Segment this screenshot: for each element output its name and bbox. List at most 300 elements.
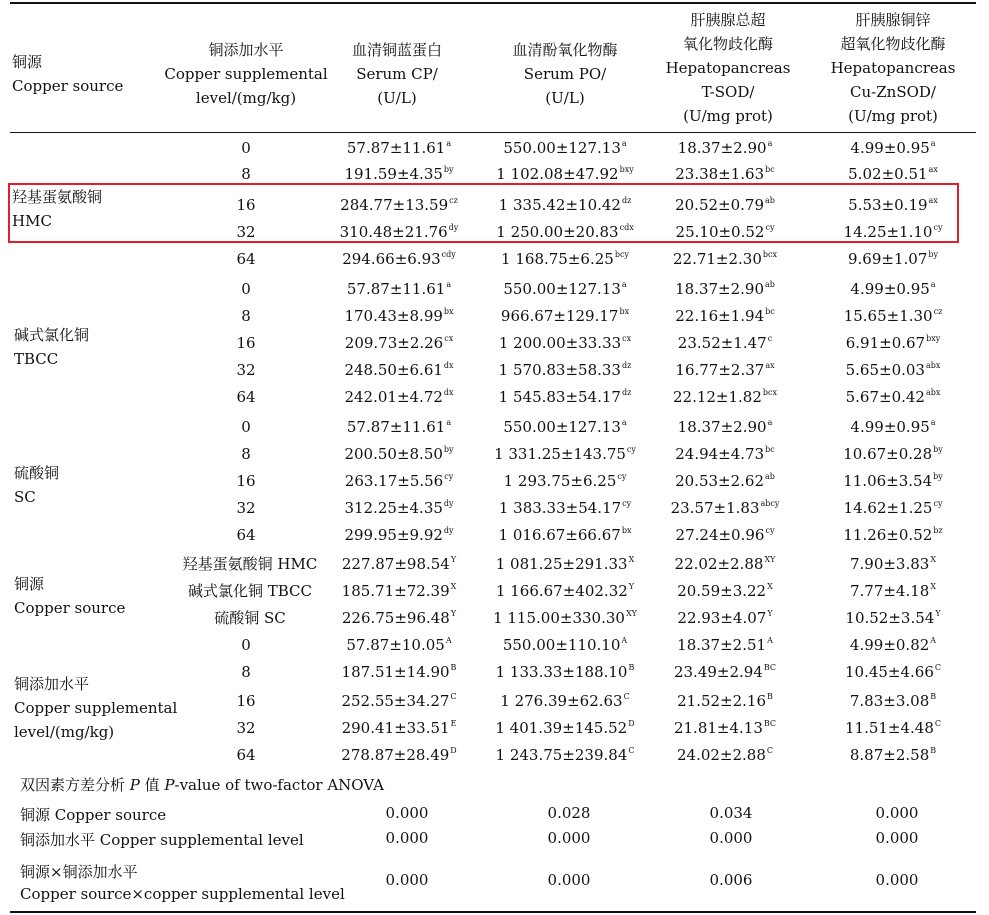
cell-serum-cp	[345, 472, 453, 490]
cell-superscript: cy	[933, 499, 943, 508]
anova-p-cz: 0.000	[875, 871, 919, 889]
cell-serum-cp	[344, 526, 453, 544]
cell-superscript: a	[621, 280, 627, 289]
cell-superscript: ax	[765, 361, 775, 370]
cell-superscript: bz	[933, 526, 943, 535]
cell-superscript: X	[930, 555, 937, 564]
cell-serum-po	[499, 526, 632, 544]
cell-value: 64	[236, 746, 256, 764]
cell-tsod	[678, 334, 772, 352]
cell-value: 0	[241, 636, 251, 654]
cell-serum-cp	[347, 280, 451, 298]
cell-value: 0	[241, 139, 251, 157]
cell-value: 550.00±127.13	[503, 418, 621, 436]
cell-superscript: ax	[928, 196, 938, 205]
cell-cuznsod	[846, 361, 941, 379]
cell-tsod	[675, 165, 775, 183]
cell-superscript: A	[445, 636, 452, 645]
cell-serum-cp	[342, 609, 456, 627]
cell-superscript: B	[930, 746, 937, 755]
cell-cuznsod	[844, 307, 943, 325]
cell-cuznsod	[848, 250, 938, 268]
cell-level	[241, 418, 251, 436]
cell-superscript: by	[443, 165, 454, 174]
cell-value: 7.90±3.83	[849, 555, 930, 573]
cell-superscript: by	[933, 445, 943, 454]
top-rule	[10, 2, 976, 4]
cell-superscript: cy	[765, 223, 775, 232]
cell-cuznsod	[850, 139, 935, 157]
cell-cuznsod	[848, 165, 938, 183]
cell-value: 4.99±0.82	[849, 636, 930, 654]
cell-superscript: XY	[764, 555, 776, 564]
cell-cuznsod	[846, 388, 941, 406]
cell-serum-cp	[344, 388, 453, 406]
anova-p-po: 0.028	[547, 804, 591, 822]
cell-value: 1 570.83±58.33	[498, 361, 621, 379]
cell-value: 1 331.25±143.75	[494, 445, 626, 463]
cell-value: 10.67±0.28	[843, 445, 933, 463]
cell-value: 191.59±4.35	[344, 165, 443, 183]
cell-serum-cp	[341, 746, 456, 764]
cell-superscript: C	[934, 719, 942, 728]
cell-serum-cp	[342, 719, 457, 737]
cell-cuznsod	[850, 746, 936, 764]
cell-superscript: cy	[622, 499, 632, 508]
cell-superscript: E	[450, 719, 457, 728]
cell-level	[241, 445, 251, 463]
cell-superscript: cz	[449, 196, 458, 205]
cell-serum-cp	[344, 445, 453, 463]
cell-value: 966.67±129.17	[500, 307, 619, 325]
cell-tsod	[675, 555, 776, 573]
cell-superscript: X	[930, 582, 937, 591]
cell-value: 0	[241, 418, 251, 436]
cell-cuznsod	[850, 280, 935, 298]
cell-serum-cp	[344, 361, 453, 379]
cell-value: 8	[241, 445, 251, 463]
cell-value: 20.59±3.22	[677, 582, 767, 600]
cell-superscript: a	[767, 139, 773, 148]
cell-serum-po	[503, 280, 626, 298]
cell-superscript: a	[930, 418, 936, 427]
cell-superscript: bc	[765, 445, 775, 454]
cell-superscript: a	[621, 139, 627, 148]
cell-value: 22.02±2.88	[674, 555, 764, 573]
cell-serum-cp	[344, 499, 453, 517]
cell-cuznsod	[850, 692, 936, 710]
cell-value: 4.99±0.95	[850, 139, 930, 157]
cell-level	[241, 139, 251, 157]
cell-tsod	[675, 361, 774, 379]
cell-superscript: cy	[444, 472, 454, 481]
cell-superscript: ax	[928, 165, 938, 174]
cell-superscript: X	[767, 582, 773, 591]
cell-superscript: A	[930, 636, 937, 645]
cell-superscript: dy	[443, 499, 454, 508]
cell-level	[236, 361, 255, 379]
cell-tsod	[675, 307, 775, 325]
cell-superscript: cy	[617, 472, 627, 481]
cell-cuznsod	[843, 526, 942, 544]
cell-value: 23.52±1.47	[677, 334, 767, 352]
cell-value: 7.77±4.18	[849, 582, 930, 600]
cell-value: 5.53±0.19	[848, 196, 928, 214]
cell-tsod	[674, 663, 776, 681]
cell-value: 32	[236, 361, 256, 379]
cell-value: 290.41±33.51	[341, 719, 450, 737]
cell-value: 248.50±6.61	[344, 361, 443, 379]
cell-cuznsod	[843, 472, 943, 490]
cell-superscript: C	[934, 663, 942, 672]
cell-value: 15.65±1.30	[843, 307, 933, 325]
cell-tsod	[675, 445, 775, 463]
cell-value: 57.87±11.61	[346, 418, 446, 436]
cell-level	[236, 250, 255, 268]
cell-value: 294.66±6.93	[342, 250, 441, 268]
anova-p-tsod: 0.006	[709, 871, 753, 889]
cell-superscript: cdy	[441, 250, 456, 259]
cell-value: 11.51±4.48	[844, 719, 934, 737]
cell-value: 550.00±127.13	[503, 280, 621, 298]
cell-value: 硫酸铜 SC	[214, 609, 286, 627]
cell-serum-cp	[342, 555, 456, 573]
cell-level	[236, 719, 255, 737]
header-tsod: 肝胰腺总超 氧化物歧化酶 Hepatopancreas T-SOD/ (U/mg prot)	[665, 11, 791, 125]
cell-tsod	[677, 746, 773, 764]
group-label-tbcc: 碱式氯化铜 TBCC	[14, 326, 90, 368]
cell-superscript: Y	[628, 582, 635, 591]
cell-value: 64	[236, 250, 256, 268]
cell-serum-po	[501, 250, 629, 268]
cell-superscript: bx	[443, 307, 454, 316]
cell-value: 27.24±0.96	[675, 526, 765, 544]
cell-tsod	[678, 418, 773, 436]
cell-value: 20.52±0.79	[675, 196, 765, 214]
cell-superscript: C	[450, 692, 457, 701]
cell-superscript: B	[628, 663, 635, 672]
cell-value: 310.48±21.76	[339, 223, 448, 241]
cell-serum-po	[495, 719, 634, 737]
cell-cuznsod	[845, 609, 940, 627]
cell-superscript: ab	[765, 472, 775, 481]
cell-value: 550.00±127.13	[503, 139, 621, 157]
cell-value: 8	[241, 663, 251, 681]
cell-value: 226.75±96.48	[341, 609, 450, 627]
cell-level	[236, 499, 255, 517]
cell-value: 209.73±2.26	[344, 334, 444, 352]
cell-value: 312.25±4.35	[344, 499, 443, 517]
cell-level	[241, 307, 251, 325]
cell-serum-cp	[344, 165, 453, 183]
cell-superscript: by	[933, 472, 943, 481]
cell-value: 10.52±3.54	[845, 609, 935, 627]
cell-value: 1 081.25±291.33	[495, 555, 628, 573]
cell-superscript: D	[450, 746, 457, 755]
cell-serum-cp	[342, 250, 456, 268]
cell-value: 11.06±3.54	[843, 472, 933, 490]
cell-superscript: Y	[450, 555, 457, 564]
cell-level	[236, 334, 255, 352]
cell-value: 64	[236, 388, 256, 406]
cell-value: 21.52±2.16	[677, 692, 767, 710]
cell-superscript: cy	[933, 223, 943, 232]
cell-superscript: X	[628, 555, 635, 564]
cell-value: 1 545.83±54.17	[498, 388, 621, 406]
cell-serum-po	[499, 388, 632, 406]
cell-level	[236, 526, 255, 544]
cell-value: 22.93±4.07	[677, 609, 767, 627]
cell-superscript: B	[930, 692, 937, 701]
cell-superscript: dz	[621, 361, 632, 370]
cell-value: 7.83±3.08	[849, 692, 930, 710]
cell-value: 22.71±2.30	[672, 250, 762, 268]
cell-superscript: BC	[763, 719, 777, 728]
cell-superscript: Y	[767, 609, 773, 618]
cell-serum-cp	[342, 582, 457, 600]
cell-value: 1 250.00±20.83	[496, 223, 619, 241]
cell-value: 1 276.39±62.63	[500, 692, 623, 710]
cell-superscript: Y	[450, 609, 457, 618]
anova-label: 铜添加水平 Copper supplemental level	[20, 831, 304, 849]
cell-serum-po	[494, 445, 636, 463]
cell-superscript: X	[450, 582, 457, 591]
cell-tsod	[674, 719, 776, 737]
cell-value: 16	[236, 692, 256, 710]
cell-serum-cp	[345, 334, 453, 352]
group-label-level: 铜添加水平 Copper supplemental level/(mg/kg)	[14, 675, 178, 741]
cell-value: 242.01±4.72	[344, 388, 443, 406]
cell-serum-po	[493, 609, 637, 627]
cell-superscript: abcy	[760, 499, 780, 508]
cell-value: 170.43±8.99	[344, 307, 443, 325]
anova-label: 铜源 Copper source	[20, 806, 167, 824]
cell-level	[241, 663, 251, 681]
cell-value: 1 243.75±239.84	[495, 746, 628, 764]
cell-cuznsod	[846, 334, 941, 352]
anova-label: 铜源×铜添加水平 Copper source×copper supplemental level	[20, 863, 345, 903]
cell-serum-po	[501, 307, 629, 325]
cell-superscript: dx	[443, 361, 454, 370]
cell-value: 57.87±11.61	[346, 139, 446, 157]
cell-superscript: Y	[935, 609, 941, 618]
cell-superscript: bxy	[926, 334, 941, 343]
cell-tsod	[673, 388, 777, 406]
cell-serum-po	[503, 139, 626, 157]
cell-superscript: dz	[621, 388, 632, 397]
cell-value: 16	[236, 196, 256, 214]
cell-superscript: B	[450, 663, 457, 672]
cell-superscript: dz	[621, 196, 632, 205]
cell-level	[183, 555, 318, 573]
anova-p-po: 0.000	[547, 871, 591, 889]
cell-tsod	[676, 526, 775, 544]
cell-serum-po	[499, 361, 632, 379]
cell-value: 1 016.67±66.67	[498, 526, 621, 544]
cell-value: 16	[236, 334, 256, 352]
cell-serum-po	[496, 582, 634, 600]
cell-value: 278.87±28.49	[341, 746, 450, 764]
cell-value: 25.10±0.52	[675, 223, 765, 241]
cell-tsod	[677, 692, 773, 710]
cell-value: 18.37±2.90	[677, 418, 767, 436]
anova-p-cp: 0.000	[385, 804, 429, 822]
cell-value: 18.37±2.90	[675, 280, 765, 298]
header-level: 铜添加水平 Copper supplemental level/(mg/kg)	[164, 41, 328, 107]
cell-value: 187.51±14.90	[341, 663, 450, 681]
cell-superscript: B	[767, 692, 773, 701]
group-label-source: 铜源 Copper source	[14, 575, 126, 617]
cell-superscript: bx	[621, 526, 632, 535]
cell-superscript: XY	[625, 609, 637, 618]
cell-serum-po	[499, 334, 631, 352]
cell-superscript: dy	[443, 526, 454, 535]
cell-value: 1 335.42±10.42	[498, 196, 621, 214]
header-serum-cp: 血清铜蓝蛋白 Serum CP/ (U/L)	[351, 41, 443, 107]
cell-tsod	[677, 582, 773, 600]
cell-value: 11.26±0.52	[843, 526, 933, 544]
cell-superscript: dx	[443, 388, 454, 397]
anova-p-tsod: 0.034	[709, 804, 753, 822]
cell-value: 32	[236, 223, 256, 241]
cell-superscript: by	[443, 445, 454, 454]
cell-superscript: bcx	[762, 388, 778, 397]
cell-value: 21.81±4.13	[673, 719, 763, 737]
header-rule	[10, 132, 976, 133]
cell-superscript: cdx	[619, 223, 634, 232]
cell-serum-po	[504, 472, 627, 490]
cell-serum-cp	[346, 636, 451, 654]
cell-value: 5.65±0.03	[845, 361, 925, 379]
cell-superscript: A	[621, 636, 628, 645]
cell-superscript: cz	[933, 307, 943, 316]
cell-serum-po	[496, 555, 635, 573]
cell-tsod	[678, 139, 773, 157]
cell-superscript: bcx	[762, 250, 778, 259]
cell-superscript: cy	[765, 526, 775, 535]
cell-level	[214, 609, 286, 627]
cell-serum-po	[496, 746, 635, 764]
cell-superscript: bx	[619, 307, 630, 316]
cell-serum-po	[496, 663, 635, 681]
cell-superscript: ab	[765, 196, 775, 205]
cell-superscript: a	[446, 139, 452, 148]
cell-serum-po	[499, 499, 631, 517]
cell-value: 18.37±2.51	[677, 636, 767, 654]
cell-superscript: ab	[765, 280, 775, 289]
cell-value: 32	[236, 719, 256, 737]
cell-cuznsod	[850, 636, 936, 654]
cell-level	[236, 388, 255, 406]
header-copper-source: 铜源 Copper source	[12, 53, 124, 95]
anova-title: 双因素方差分析 P 值 P-value of two-factor ANOVA	[20, 776, 384, 794]
cell-superscript: C	[628, 746, 635, 755]
cell-value: 1 168.75±6.25	[501, 250, 614, 268]
cell-level	[241, 165, 251, 183]
cell-value: 284.77±13.59	[340, 196, 449, 214]
cell-value: 1 401.39±145.52	[495, 719, 628, 737]
header-serum-po: 血清酚氧化物酶 Serum PO/ (U/L)	[512, 41, 618, 107]
cell-cuznsod	[844, 499, 943, 517]
cell-value: 1 133.33±188.10	[495, 663, 628, 681]
cell-value: 57.87±10.05	[346, 636, 445, 654]
cell-superscript: c	[767, 334, 773, 343]
cell-level	[236, 472, 255, 490]
cell-superscript: cy	[626, 445, 636, 454]
cell-superscript: D	[628, 719, 635, 728]
cell-value: 5.67±0.42	[845, 388, 925, 406]
cell-value: 22.16±1.94	[675, 307, 765, 325]
cell-superscript: a	[446, 280, 452, 289]
cell-value: 64	[236, 526, 256, 544]
cell-value: 14.62±1.25	[843, 499, 933, 517]
anova-p-tsod: 0.000	[709, 829, 753, 847]
cell-value: 羟基蛋氨酸铜 HMC	[182, 555, 318, 573]
cell-superscript: BC	[763, 663, 777, 672]
cell-value: 0	[241, 280, 251, 298]
cell-value: 9.69±1.07	[847, 250, 928, 268]
anova-p-cz: 0.000	[875, 829, 919, 847]
cell-superscript: C	[623, 692, 630, 701]
cell-serum-po	[496, 165, 633, 183]
cell-superscript: C	[766, 746, 774, 755]
cell-superscript: by	[928, 250, 939, 259]
group-label-sc: 硫酸铜 SC	[14, 464, 60, 506]
cell-serum-po	[500, 692, 629, 710]
cell-superscript: abx	[925, 361, 941, 370]
cell-value: 32	[236, 499, 256, 517]
cell-value: 20.53±2.62	[675, 472, 765, 490]
cell-cuznsod	[850, 418, 935, 436]
cell-cuznsod	[845, 663, 941, 681]
group-label-hmc: 羟基蛋氨酸铜 HMC	[12, 188, 103, 230]
cell-level	[241, 636, 251, 654]
cell-tsod	[671, 499, 780, 517]
cell-tsod	[677, 609, 772, 627]
cell-value: 4.99±0.95	[850, 280, 930, 298]
cell-superscript: bxy	[619, 165, 634, 174]
cell-value: 23.49±2.94	[673, 663, 763, 681]
cell-value: 299.95±9.92	[344, 526, 443, 544]
cell-value: 23.38±1.63	[675, 165, 765, 183]
anova-p-cp: 0.000	[385, 871, 429, 889]
cell-superscript: a	[446, 418, 452, 427]
cell-superscript: abx	[925, 388, 941, 397]
cell-tsod	[677, 636, 773, 654]
cell-value: 263.17±5.56	[344, 472, 444, 490]
cell-superscript: A	[767, 636, 773, 645]
cell-superscript: a	[930, 280, 936, 289]
anova-p-po: 0.000	[547, 829, 591, 847]
cell-superscript: bc	[765, 307, 775, 316]
cell-level	[241, 280, 251, 298]
cell-value: 16	[236, 472, 256, 490]
cell-value: 6.91±0.67	[845, 334, 926, 352]
cell-superscript: bc	[765, 165, 775, 174]
cell-value: 1 293.75±6.25	[503, 472, 617, 490]
cell-value: 24.94±4.73	[675, 445, 765, 463]
cell-tsod	[675, 472, 775, 490]
cell-value: 8.87±2.58	[849, 746, 930, 764]
cell-serum-po	[503, 636, 627, 654]
cell-value: 1 102.08±47.92	[496, 165, 619, 183]
anova-p-cp: 0.000	[385, 829, 429, 847]
cell-value: 1 200.00±33.33	[498, 334, 622, 352]
cell-superscript: bcy	[614, 250, 629, 259]
cell-value: 550.00±110.10	[502, 636, 621, 654]
cell-value: 227.87±98.54	[341, 555, 450, 573]
cell-value: 16.77±2.37	[675, 361, 765, 379]
